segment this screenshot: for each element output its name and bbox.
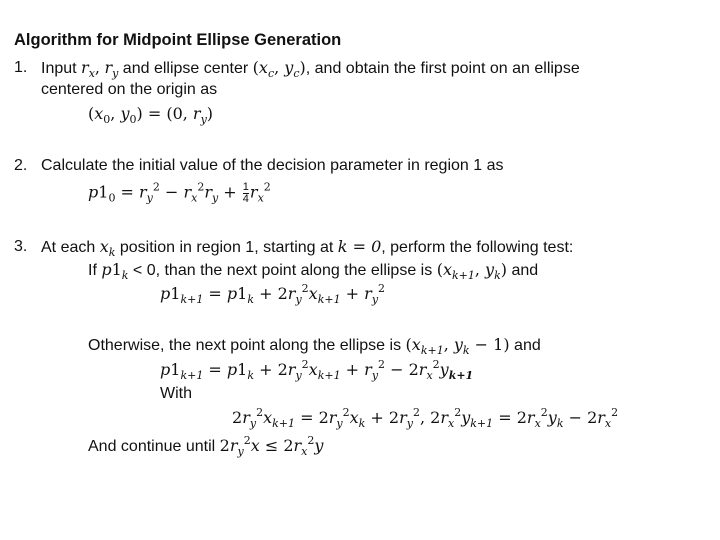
step-1-formula: ($x_0$, $y_0) = (0$, $r_y$) (88, 104, 214, 126)
with-label: With (160, 385, 192, 402)
step-3-otherwise-line: Otherwise, the next point along the ellipse is ($x_{k+1}$, $y_k - 1$) and (88, 335, 541, 357)
step-3-if-line: If $p1_k < 0$, than the next point along the ellipse is ($x_{k+1}$, $y_k$) and (88, 260, 539, 282)
step-3-formula-c: $2r_y^2x_{k+1} = 2r_y^2x_k + 2r_y^2$, $2r_x^2y_{k+1} = 2r_x^2y_k - 2r_x^2$ (232, 406, 619, 430)
step-3-number: 3. (14, 238, 28, 255)
step-2-line-1: Calculate the initial value of the decision parameter in region 1 as (41, 157, 504, 174)
one-quarter-fraction: $\frac{1}{4}$ (242, 181, 249, 205)
step-3-formula-b: $p1_{k+1} = p1_k + 2r_y^2x_{k+1} + r_y^2 - 2r_x^2y_{k+1}$ (160, 358, 474, 382)
continue-until-line: And continue until $2r_y^2x \le 2r_x^2y$ (88, 434, 324, 458)
step-2-number: 2. (14, 157, 28, 174)
step-3-line-1: At each $x_k$ position in region 1, starting at k = 0, perform the following test: (41, 237, 574, 259)
step-3-formula-a: $p1_{k+1} = p1_k + 2r_y^2x_{k+1} + r_y^2$ (160, 282, 386, 306)
step-1-number: 1. (14, 59, 28, 76)
step-1-line-2: centered on the origin as (41, 81, 218, 98)
page-title: Algorithm for Midpoint Ellipse Generation (14, 31, 342, 49)
step-1-line-1: Input $r_x$, $r_y$ and ellipse center ($x_c$, $y_c$), and obtain the first point on an ellipse (41, 58, 580, 80)
step-2-formula: $p1_0 = r_y^2 - r_x^2r_y$ + $\frac{1}{4}$ $r_x^2$ (88, 180, 271, 205)
